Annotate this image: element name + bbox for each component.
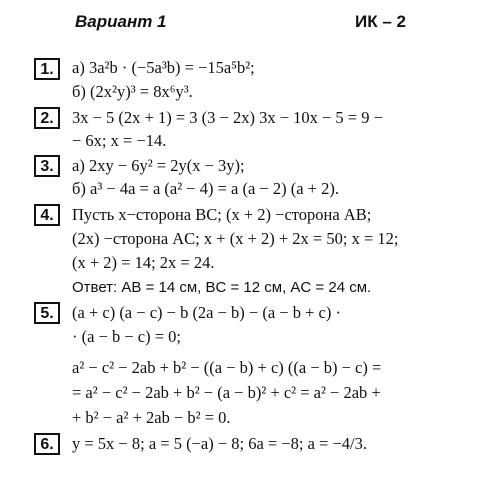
task-4-line-1: Пусть x−сторона BC; (x + 2) −сторона AB; [72,205,372,224]
task-4-answer: Ответ: AB = 14 см, BC = 12 см, AC = 24 см. [72,279,372,296]
task-number-3: 3. [34,155,60,177]
task-number-2: 2. [34,107,60,129]
task-4-line-3: (x + 2) = 14; 2x = 24. [72,253,215,272]
task-5-line-4: = a² − c² − 2ab + b² − (a − b)² + c² = a² − 2ab + [72,383,381,402]
task-5-line-1: (a + c) (a − c) − b (2a − b) − (a − b + c) · [72,303,341,322]
task-number-5: 5. [34,302,60,324]
task-5-line-3: a² − c² − 2ab + b² − ((a − b) + c) ((a − b) − c) = [72,358,382,377]
task-1-line-1: а) 3a²b · (−5a³b) = −15a⁵b²; [72,58,255,77]
task-number-1: 1. [34,58,60,80]
task-2-line-2: − 6x; x = −14. [72,131,167,150]
variant-title: Вариант 1 [75,12,167,31]
task-5-line-2: · (a − b − c) = 0; [72,327,182,346]
task-4-line-2: (2x) −сторона AC; x + (x + 2) + 2x = 50; x = 12; [72,229,399,248]
task-3-line-2: б) a³ − 4a = a (a² − 4) = a (a − 2) (a + 2). [72,179,339,198]
task-2-line-1: 3x − 5 (2x + 1) = 3 (3 − 2x) 3x − 10x − 5 = 9 − [72,108,383,127]
test-code: ИК – 2 [355,12,406,31]
task-6-line-1: y = 5x − 8; a = 5 (−a) − 8; 6a = −8; a = −4/3. [72,434,367,453]
task-3-line-1: а) 2xy − 6y² = 2y(x − 3y); [72,156,245,175]
task-5-line-5: + b² − a² + 2ab − b² = 0. [72,408,231,427]
task-1-line-2: б) (2x²y)³ = 8x⁶y³. [72,82,193,101]
task-number-6: 6. [34,433,60,455]
task-number-4: 4. [34,204,60,226]
